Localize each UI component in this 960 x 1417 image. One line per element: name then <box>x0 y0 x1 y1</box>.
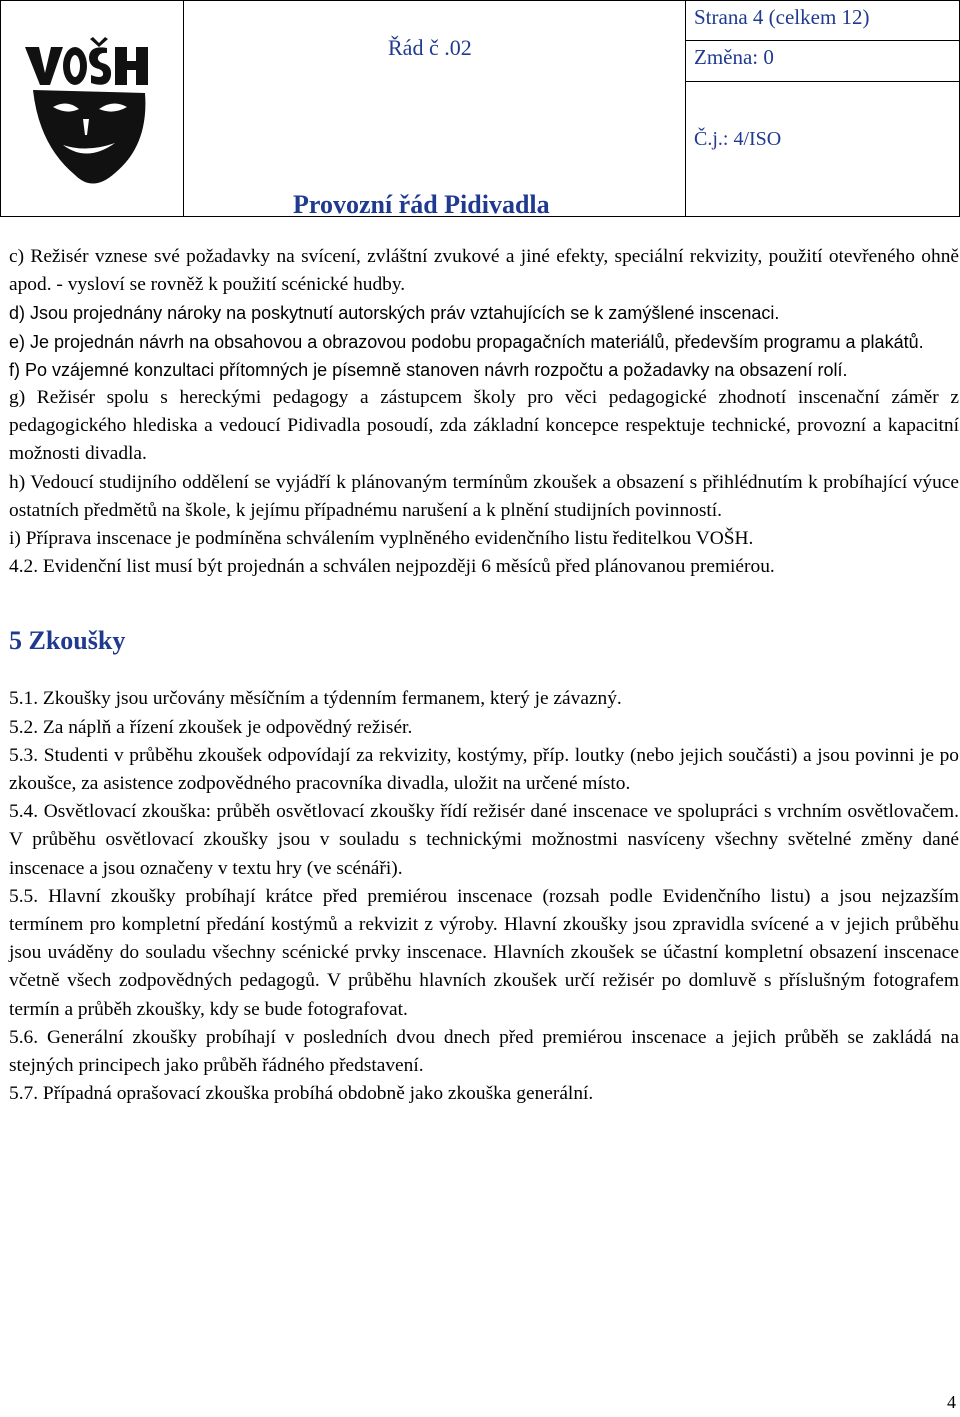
order-number: Řád č .02 <box>388 35 472 60</box>
item-5-4: 5.4. Osvětlovací zkouška: průběh osvětlovací zkoušky řídí režisér dané inscenace ve spolupráci s vrchním osvětlovačem. V průběhu osvětlovací zkoušky jsou v souladu s technickými možnostmi nasvíceny všechny světelné změny dané inscenace a jsou označeny v textu hry (ve scénáři). <box>9 801 959 879</box>
document-title-cell <box>183 89 685 219</box>
title-cell <box>183 1 686 219</box>
order-cell <box>183 1 685 89</box>
school-logo <box>23 35 163 190</box>
paragraph-d: d) Jsou projednány nároky na poskytnutí autorských práv vztahujících se k zamýšlené inscenaci. <box>9 303 780 324</box>
item-5-2: 5.2. Za náplň a řízení zkoušek je odpovědný režisér. <box>9 716 413 738</box>
paragraph-f: f) Po vzájemné konzultaci přítomných je písemně stanoven návrh rozpočtu a požadavky na obsazení rolí. <box>9 359 848 380</box>
document-body <box>9 243 959 1108</box>
paragraph-g: g) Režisér spolu s hereckými pedagogy a zástupcem školy pro věci pedagogické zhodnotí inscenační záměr z pedagogického hlediska a vedoucí Pidivadla posoudí, zda základní koncepce respektuje technické, provozní a kapacitní možnosti divadla. <box>9 387 959 465</box>
paragraph-h: h) Vedoucí studijního oddělení se vyjádří k plánovaným termínům zkoušek a obsazení s přihlédnutím k probíhající výuce ostatních předmětů na škole, k jejímu případnému narušení a k plnění studijních povinností. <box>9 471 959 521</box>
item-5-1: 5.1. Zkoušky jsou určovány měsíčním a týdenním fermanem, který je závazný. <box>9 688 622 710</box>
logo-cell <box>1 1 184 216</box>
document-header <box>0 0 960 217</box>
paragraph-4-2: 4.2. Evidenční list musí být projednán a schválen nejpozději 6 měsíců před plánovanou premiérou. <box>9 556 775 578</box>
item-5-6: 5.6. Generální zkoušky probíhají v posledních dvou dnech před premiérou inscenace a jejich průběh se zakládá na stejných principech jako průběh řádného představení. <box>9 1026 959 1077</box>
section-heading: 5 Zkoušky <box>9 626 126 656</box>
meta-cell <box>686 1 959 216</box>
paragraph-i: i) Příprava inscenace je podmíněna schválením vyplněného evidenčního listu ředitelkou VOŠH. <box>9 528 754 550</box>
reference-cell <box>686 82 959 216</box>
change-cell <box>686 41 959 82</box>
item-5-5: 5.5. Hlavní zkoušky probíhají krátce před premiérou inscenace (rozsah podle Evidenčního listu) a jsou nejzazším termínem pro kompletní předání kostýmů a rekvizit z výroby. Hlavní zkoušky jsou zpravidla svícené a v jejich průběhu jsou uváděny do souladu všechny scénické prvky inscenace. Hlavních zkoušek se účastní kompletní obsazení inscenace včetně všech zodpovědných pedagogů. V průběhu hlavních zkoušek určí režisér po domluvě s příslušným fotografem termín a průběh zkoušky, kdy se bude fotografovat. <box>9 885 959 1020</box>
page-info: Strana 4 (celkem 12) <box>694 5 870 29</box>
item-5-7: 5.7. Případná oprašovací zkouška probíhá obdobně jako zkouška generální. <box>9 1083 594 1105</box>
paragraph-e: e) Je projednán návrh na obsahovou a obrazovou podobu propagačních materiálů, především programu a plakátů. <box>9 331 924 352</box>
document-title: Provozní řád Pidivadla <box>293 190 550 219</box>
change-info: Změna: 0 <box>694 45 774 69</box>
paragraph-c: c) Režisér vznese své požadavky na svícení, zvláštní zvukové a jiné efekty, speciální rekvizity, použití otevřeného ohně apod. - vysloví se rovněž k použití scénické hudby. <box>9 246 959 296</box>
item-5-3: 5.3. Studenti v průběhu zkoušek odpovídají za rekvizity, kostýmy, příp. loutky (nebo jejich součásti) a jsou povinni je po zkoušce, za asistence zodpovědného pracovníka divadla, uložit na určené místo. <box>9 744 959 795</box>
page-number: 4 <box>947 1392 956 1412</box>
page-info-cell <box>686 1 959 41</box>
reference-number: Č.j.: 4/ISO <box>694 128 782 150</box>
